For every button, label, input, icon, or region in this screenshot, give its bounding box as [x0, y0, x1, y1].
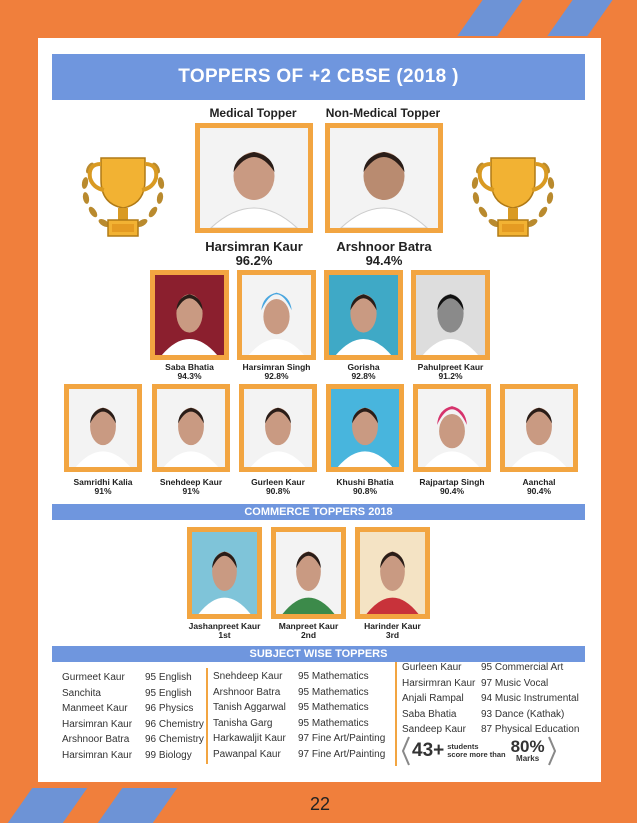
subject-score: 97 Music Vocal [481, 677, 549, 689]
subject-column-1 [62, 672, 204, 765]
trophy-icon [458, 128, 568, 246]
student-name: Khushi Bhatia [336, 477, 394, 487]
student-name: Harkawaljit Kaur [213, 733, 286, 744]
subject-row [402, 709, 579, 725]
subject-row [213, 749, 385, 765]
student-name: Gurleen Kaur [251, 477, 305, 487]
left-chevron-icon [401, 736, 410, 766]
subject-score: 95 Mathematics [298, 671, 369, 682]
subject-score: 96 Physics [145, 703, 194, 714]
student-name: Aanchal [522, 477, 556, 487]
subject-score: 95 Mathematics [298, 717, 369, 729]
student-rank: 2nd [300, 629, 317, 640]
subject-row [213, 687, 385, 703]
portrait-photo [239, 384, 317, 472]
student-score: 91% [94, 485, 112, 496]
student-caption [317, 478, 413, 496]
decor-stripe [547, 0, 612, 36]
stat-percent-block [511, 739, 545, 763]
student-caption [316, 363, 411, 381]
subject-column-3 [402, 662, 579, 740]
student-name: Tanish Aggarwal [213, 702, 286, 713]
portrait-photo [64, 384, 142, 472]
student-caption [230, 478, 326, 496]
subject-score: 96 Chemistry [145, 734, 204, 745]
subject-score: 97 Fine Art/Painting [298, 748, 386, 760]
right-chevron-icon [548, 736, 557, 766]
student-name: Arshnoor Batra [336, 239, 432, 254]
stat-line-2: score more than [447, 750, 506, 759]
subject-row [213, 718, 385, 734]
subject-row [402, 693, 579, 709]
student-caption [176, 622, 273, 640]
topper-caption [187, 240, 321, 267]
subject-row [213, 733, 385, 749]
subject-row [62, 688, 204, 704]
subject-heading: SUBJECT WISE TOPPERS [52, 646, 585, 662]
subject-column-2 [213, 671, 385, 764]
subject-score: 95 Commercial Art [481, 662, 564, 673]
subject-score: 95 English [145, 672, 192, 683]
student-caption [143, 478, 239, 496]
portrait-photo [324, 270, 403, 360]
student-score: 94.3% [177, 370, 202, 381]
student-name: Snehdeep Kaur [159, 477, 223, 487]
student-name: Harsimran Kaur [205, 239, 303, 254]
student-name: Tanisha Garg [213, 717, 273, 729]
subject-row [213, 671, 385, 687]
student-name: Harsirmran Kaur [402, 677, 476, 689]
student-name: Saba Bhatia [165, 362, 214, 372]
subject-row [62, 703, 204, 719]
trophy-icon [68, 128, 178, 246]
portrait-photo [500, 384, 578, 472]
page-title: TOPPERS OF +2 CBSE (2018 ) [52, 54, 585, 100]
commerce-heading: COMMERCE TOPPERS 2018 [52, 504, 585, 520]
subject-score: 99 Biology [145, 749, 192, 761]
subject-score: 94 Music Instrumental [481, 693, 579, 704]
student-score: 96.2% [235, 252, 273, 268]
column-divider [206, 668, 208, 764]
student-name: Gurleen Kaur [402, 662, 462, 673]
student-name: Samridhi Kalia [73, 477, 133, 487]
subject-score: 97 Fine Art/Painting [298, 733, 386, 744]
decor-stripe [98, 788, 178, 823]
student-name: Anjali Rampal [402, 693, 464, 704]
subject-score: 95 English [145, 687, 192, 699]
subject-row [402, 678, 579, 694]
student-score: 92.8% [264, 370, 289, 381]
subject-row [62, 719, 204, 735]
student-name: Harsimran Kaur [62, 718, 133, 730]
student-rank: 1st [218, 629, 231, 640]
stat-caption [447, 743, 505, 759]
subject-row [62, 672, 204, 688]
student-score: 92.8% [351, 370, 376, 381]
student-name: Arshnoor Batra [213, 686, 281, 698]
student-name: Gorisha [347, 362, 380, 372]
student-caption [344, 622, 441, 640]
portrait-photo [152, 384, 230, 472]
decor-stripe [8, 788, 88, 823]
student-score: 90.8% [265, 485, 291, 496]
portrait-photo [326, 384, 404, 472]
achievement-stat [401, 736, 557, 766]
page-number: 22 [309, 794, 331, 814]
student-name: Manpreet Kaur [278, 621, 339, 631]
subject-row [402, 662, 579, 678]
stat-unit: Marks [516, 754, 540, 764]
student-score: 91% [182, 485, 200, 496]
student-name: Gurmeet Kaur [62, 672, 125, 683]
student-name: Arshnoor Batra [62, 734, 130, 745]
column-divider [395, 662, 397, 766]
stat-line-1: students [447, 742, 479, 752]
student-name: Harsimran Kaur [62, 749, 133, 761]
student-caption [260, 622, 357, 640]
subject-score: 95 Mathematics [298, 686, 369, 698]
portrait-photo [271, 527, 346, 619]
non-medical-label: Non-Medical Topper [325, 106, 441, 120]
decor-stripe [457, 0, 522, 36]
student-name: Harsimran Singh [242, 362, 311, 372]
student-score: 91.2% [438, 370, 463, 381]
student-name: Manmeet Kaur [62, 703, 128, 714]
portrait-photo [325, 123, 443, 233]
student-caption [229, 363, 324, 381]
student-name: Sanchita [62, 687, 101, 699]
subject-row [62, 734, 204, 750]
subject-row [213, 702, 385, 718]
portrait-photo [355, 527, 430, 619]
portrait-photo [187, 527, 262, 619]
student-score: 90.4% [439, 485, 465, 496]
portrait-photo [413, 384, 491, 472]
student-name: Pawanpal Kaur [213, 748, 281, 760]
subject-score: 87 Physical Education [481, 724, 580, 735]
portrait-photo [237, 270, 316, 360]
subject-score: 96 Chemistry [145, 718, 204, 730]
student-name: Rajpartap Singh [419, 477, 485, 487]
student-name: Pahulpreet Kaur [417, 362, 484, 372]
student-count: 43+ [412, 740, 445, 761]
portrait-photo [150, 270, 229, 360]
student-score: 90.4% [526, 485, 552, 496]
student-name: Harinder Kaur [364, 621, 421, 631]
student-caption [404, 478, 500, 496]
subject-score: 95 Mathematics [298, 702, 369, 713]
student-name: Sandeep Kaur [402, 724, 466, 735]
portrait-photo [411, 270, 490, 360]
student-name: Snehdeep Kaur [213, 671, 283, 682]
student-name: Jashanpreet Kaur [188, 621, 261, 631]
stat-percent: 80% [510, 737, 545, 757]
topper-caption [317, 240, 451, 267]
medical-label: Medical Topper [209, 106, 297, 120]
student-caption [491, 478, 587, 496]
portrait-photo [195, 123, 313, 233]
student-rank: 3rd [385, 629, 400, 640]
student-score: 94.4% [365, 252, 403, 268]
student-caption [142, 363, 237, 381]
subject-row [62, 750, 204, 766]
student-caption [55, 478, 151, 496]
student-score: 90.8% [352, 485, 378, 496]
subject-score: 93 Dance (Kathak) [481, 708, 565, 720]
student-name: Saba Bhatia [402, 708, 457, 720]
student-caption [403, 363, 498, 381]
